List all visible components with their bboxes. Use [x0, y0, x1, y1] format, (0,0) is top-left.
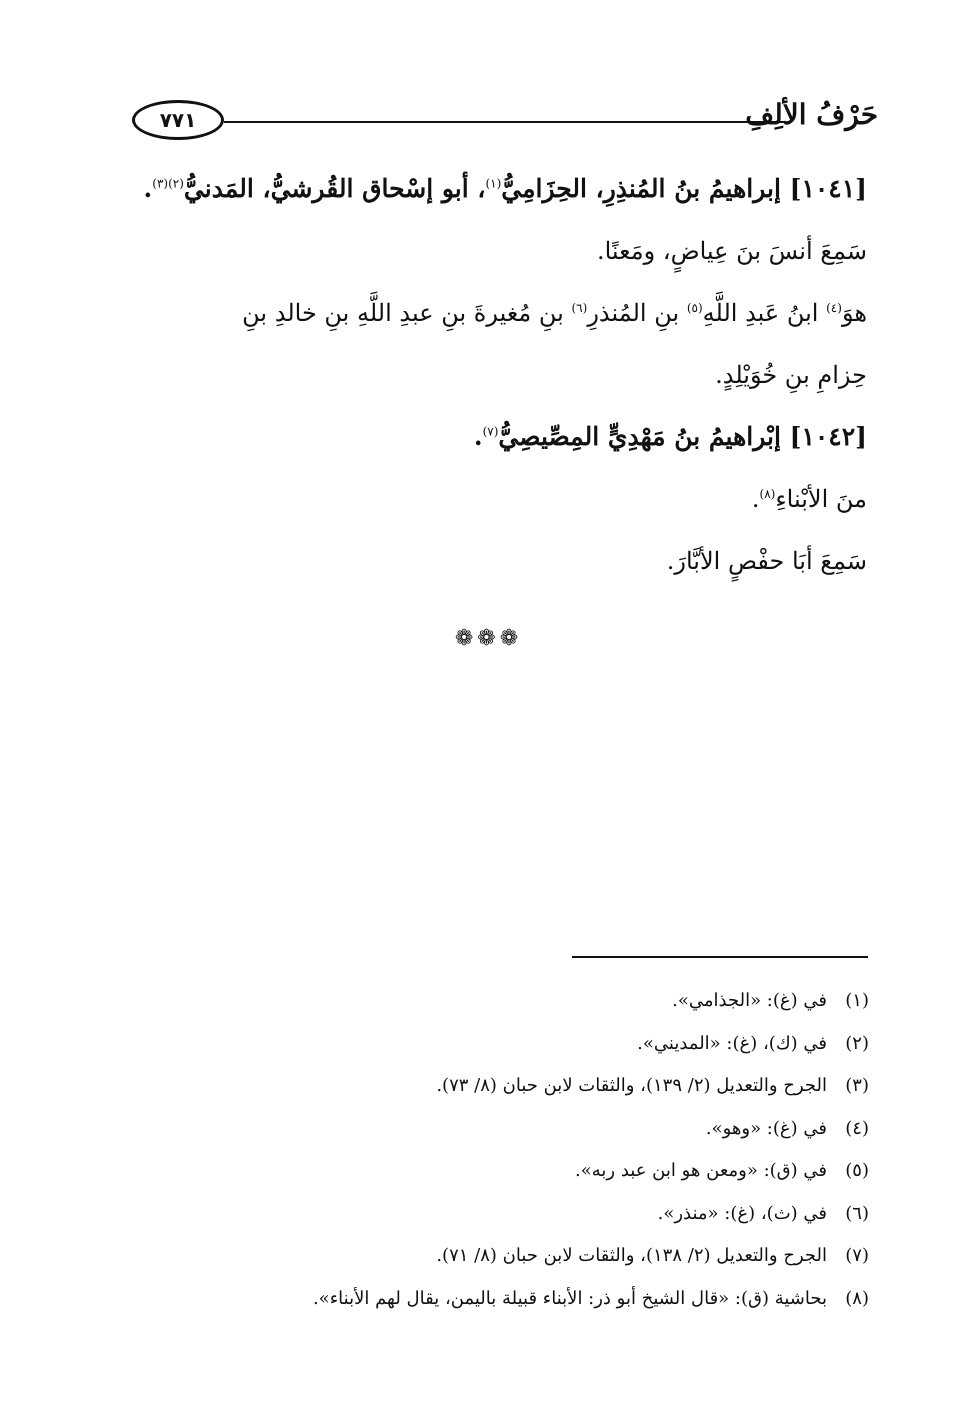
entry-line: [137, 282, 867, 344]
main-text: [137, 158, 867, 592]
footnote-number: (٦): [845, 1202, 869, 1224]
entry-text: بنِ مُغيرةَ بنِ عبدِ اللَّهِ بنِ خالدِ بنِ: [242, 299, 572, 327]
footnote-text: في (ث)، (غ): «منذر».: [657, 1202, 827, 1224]
footnote-text: الجرح والتعديل (٢/ ١٣٩)، والثقات لابن حبان (٨/ ٧٣).: [436, 1075, 827, 1096]
entry-heading-text: [١٠٤٢] إبْراهيمُ بنُ مَهْدِيٍّ المِصِّيصِيُّ: [498, 422, 867, 451]
footnote-ref: (١): [485, 176, 502, 191]
footnote-number: (٧): [845, 1245, 869, 1266]
chapter-title: حَرْفُ الألِفِ: [745, 98, 878, 131]
footnote-number: (١): [845, 990, 869, 1011]
footnote-ref: (٥): [686, 301, 703, 315]
entry-heading-1041: [137, 158, 867, 220]
footnote-ref: (٧): [482, 424, 499, 439]
entry-text: هوَ: [841, 299, 867, 327]
entry-text: بنِ المُنذرِ: [587, 299, 687, 327]
entry-line: سَمِعَ أبَا حفْصٍ الأبَّارَ.: [666, 547, 867, 575]
footnote-text: في (ق): «ومعن هو ابن عبد ربه».: [575, 1160, 827, 1181]
footnote: [229, 1235, 869, 1278]
footnote: [229, 1150, 869, 1193]
page-number-badge: ٧٧١: [132, 100, 224, 140]
footnote-number: (٨): [845, 1287, 869, 1309]
entry-heading-1042: [137, 406, 867, 468]
footnote-text: الجرح والتعديل (٢/ ١٣٨)، والثقات لابن حبان (٨/ ٧١).: [436, 1245, 827, 1266]
footnote-number: (٥): [845, 1160, 869, 1181]
entry-heading-text: .: [473, 422, 483, 451]
footnote-number: (٤): [845, 1117, 869, 1139]
entry-line: حِزامِ بنِ خُوَيْلِدٍ.: [715, 361, 867, 389]
footnote-ref: (٦): [571, 301, 588, 315]
section-ornament: ❁❁❁: [454, 626, 523, 651]
header-rule: [224, 121, 786, 123]
entry-text: .: [751, 485, 760, 513]
entry-heading-text: [١٠٤١] إبراهيمُ بنُ المُنذِرِ، الحِزَامِيُّ: [501, 174, 867, 203]
footnote: [229, 1193, 869, 1236]
entry-heading-text: ، أبو إسْحاق القُرشيُّ، المَدنيُّ: [183, 174, 486, 203]
footnote-text: في (ك)، (غ): «المديني».: [637, 1032, 827, 1054]
entry-line: [137, 468, 867, 530]
footnote-rule: [572, 956, 868, 958]
entry-heading-text: .: [143, 174, 153, 203]
footnote: [229, 1065, 869, 1108]
footnote-ref: (٢)(٣): [152, 176, 184, 191]
footnote: [229, 980, 869, 1023]
footnote-number: (٢): [845, 1032, 869, 1054]
footnote-text: بحاشية (ق): «قال الشيخ أبو ذر: الأبناء قبيلة باليمن، يقال لهم الأبناء».: [312, 1287, 827, 1309]
entry-text: ابنُ عَبدِ اللَّهِ: [702, 299, 827, 327]
page-header: [120, 98, 880, 148]
entry-text: منَ الأبْناءِ: [775, 485, 867, 513]
footnote: [229, 1023, 869, 1066]
footnote: [229, 1108, 869, 1151]
footnote-ref: (٨): [759, 487, 776, 501]
footnote-ref: (٤): [826, 301, 842, 315]
footnote-text: في (غ): «الجذامي».: [672, 990, 827, 1011]
footnotes: [229, 980, 869, 1320]
entry-line: سَمِعَ أنسَ بنَ عِياضٍ، ومَعنًا.: [596, 237, 867, 265]
footnote-text: في (غ): «وهو».: [705, 1117, 827, 1139]
footnote-number: (٣): [845, 1075, 869, 1096]
footnote: [229, 1278, 869, 1321]
